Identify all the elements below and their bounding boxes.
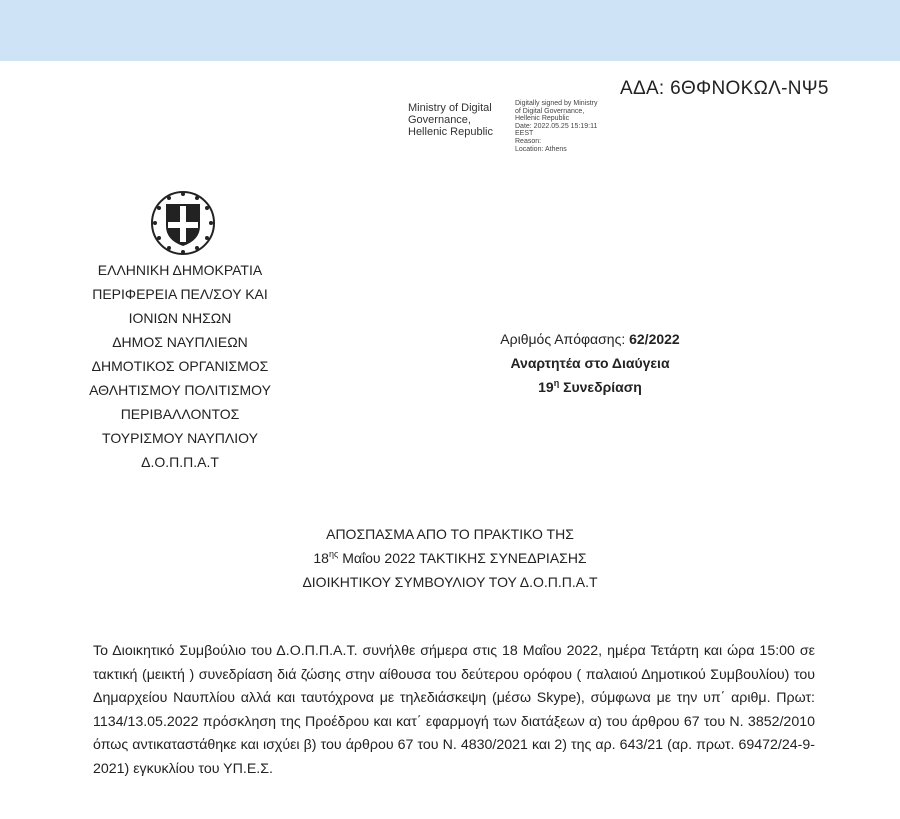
session-number — [440, 375, 740, 399]
issuer-line: ΑΘΛΗΤΙΣΜΟΥ ΠΟΛΙΤΙΣΜΟΥ — [89, 382, 271, 398]
posting-note: Αναρτητέα στο Διαύγεια — [510, 355, 670, 371]
decision-block — [440, 327, 740, 399]
issuer-line: ΠΕΡΙΦΕΡΕΙΑ ΠΕΛ/ΣΟΥ ΚΑΙ — [92, 286, 268, 302]
decision-number-value: 62/2022 — [629, 331, 680, 347]
session-superscript: η — [553, 378, 560, 388]
issuer-line: Δ.Ο.Π.Π.Α.Τ — [141, 454, 219, 470]
issuer-line: ΔΗΜΟΤΙΚΟΣ ΟΡΓΑΝΙΣΜΟΣ — [91, 358, 269, 374]
signature-detail-line: Location: Athens — [515, 145, 567, 153]
extract-line-2 — [200, 546, 700, 570]
body-paragraph: Το Διοικητικό Συμβούλιο του Δ.Ο.Π.Π.Α.Τ. συνήλθε σήμερα στις 18 Μαΐου 2022, ημέρα Τετάρτη και ώρα 15:00 σε τακτική (μεικτή ) συνεδρίαση διά ζώσης στην αίθουσα του δεύτερου ορόφου ( παλαιού Δημοτικού Συμβουλίου) του Δημαρχείου Ναυπλίου αλλά και ταυτόχρονα με τηλεδιάσκεψη (μέσω Skype), σύμφωνα με την υπ΄ αριθμ. Πρωτ: 1134/13.05.2022 πρόσκληση της Προέδρου και κατ΄ εφαρμογή των διατάξεων α) του άρθρου 67 του Ν. 3852/2010 όπως αντικαταστάθηκε και ισχύει β) του άρθρου 67 του Ν. 4830/2021 και 2) της αρ. 643/21 (αρ. πρωτ. 69472/24-9-2021) εγκυκλίου του ΥΠ.Ε.Σ. — [93, 643, 815, 777]
digital-signature-details — [515, 100, 635, 153]
extract-day-superscript: ης — [328, 549, 339, 559]
top-band — [0, 0, 900, 61]
signature-detail-line: Hellenic Republic — [515, 115, 570, 123]
issuer-line: ΔΗΜΟΣ ΝΑΥΠΛΙΕΩΝ — [112, 334, 248, 350]
hellenic-coat-of-arms-icon — [150, 190, 216, 256]
decision-number — [440, 327, 740, 351]
extract-day: 18 — [313, 550, 329, 566]
issuer-line: ΤΟΥΡΙΣΜΟΥ ΝΑΥΠΛΙΟΥ — [102, 430, 258, 446]
digital-signature-signer: Ministry of Digital Governance, Hellenic Republic — [408, 102, 493, 138]
extract-line-3: ΔΙΟΙΚΗΤΙΚΟΥ ΣΥΜΒΟΥΛΙΟΥ ΤΟΥ Δ.Ο.Π.Π.Α.Τ — [302, 574, 598, 590]
session-label: Συνεδρίαση — [563, 379, 642, 395]
signature-detail-line: Date: 2022.05.25 15:19:11 — [515, 122, 598, 130]
extract-title — [200, 522, 700, 594]
extract-line-2-rest: Μαΐου 2022 ΤΑΚΤΙΚΗΣ ΣΥΝΕΔΡΙΑΣΗΣ — [342, 550, 587, 566]
extract-line-1: ΑΠΟΣΠΑΣΜΑ ΑΠΟ ΤΟ ΠΡΑΚΤΙΚΟ ΤΗΣ — [326, 526, 574, 542]
session-number-value: 19 — [538, 379, 554, 395]
issuer-block — [40, 258, 320, 474]
issuer-line: ΕΛΛΗΝΙΚΗ ΔΗΜΟΚΡΑΤΙΑ — [97, 262, 263, 278]
issuer-line: ΠΕΡΙΒΑΛΛΟΝΤΟΣ — [120, 406, 240, 422]
issuer-line: ΙΟΝΙΩΝ ΝΗΣΩΝ — [128, 310, 232, 326]
signature-detail-line: EEST — [515, 130, 534, 138]
ada-label: ΑΔΑ: 6ΘΦΝΟΚΩΛ-ΝΨ5 — [620, 78, 829, 99]
signature-detail-line: Digitally signed by Ministry — [515, 100, 598, 107]
signature-detail-line: Reason: — [515, 137, 542, 145]
signature-detail-line: of Digital Governance, — [515, 107, 585, 115]
decision-number-label: Αριθμός Απόφασης: — [500, 331, 626, 347]
